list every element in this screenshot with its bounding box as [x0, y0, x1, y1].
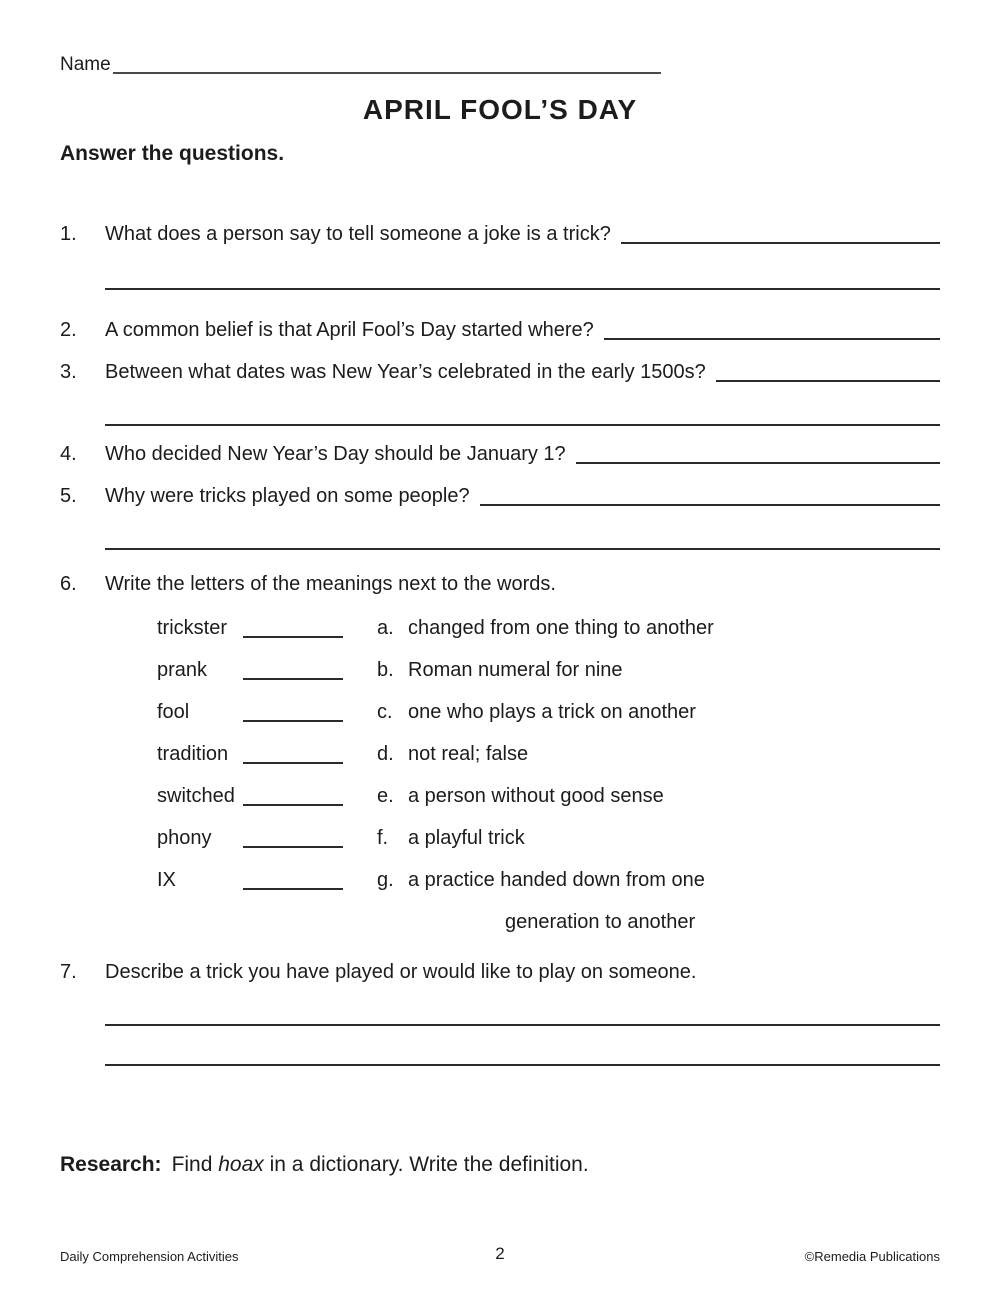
- answer-line[interactable]: [105, 1024, 940, 1026]
- definition-letter: c.: [377, 701, 393, 723]
- match-word: switched: [157, 785, 235, 807]
- question-row-7: [60, 960, 940, 984]
- match-answer-line[interactable]: [243, 742, 343, 764]
- question-number: 5.: [60, 485, 77, 507]
- page-footer: [60, 1244, 940, 1264]
- research-label: Research:: [60, 1153, 162, 1176]
- question-row-4: [60, 442, 940, 466]
- question-row-2: [60, 318, 940, 342]
- question-number: 4.: [60, 443, 77, 465]
- question-number: 2.: [60, 319, 77, 341]
- question-row-5: [60, 484, 940, 508]
- answer-line[interactable]: [105, 424, 940, 426]
- question-text: What does a person say to tell someone a joke is a trick?: [105, 223, 611, 245]
- match-row: [157, 826, 940, 850]
- match-word: fool: [157, 701, 190, 723]
- page-title: APRIL FOOL’S DAY: [362, 94, 638, 125]
- question-text: Describe a trick you have played or would like to play on someone.: [105, 961, 697, 983]
- answer-line[interactable]: [576, 442, 940, 464]
- definition-letter: g.: [377, 869, 394, 891]
- name-input-line[interactable]: [113, 72, 661, 74]
- question-text: Between what dates was New Year’s celebrated in the early 1500s?: [105, 361, 706, 383]
- answer-line[interactable]: [105, 548, 940, 550]
- match-answer-line[interactable]: [243, 784, 343, 806]
- match-answer-line[interactable]: [243, 700, 343, 722]
- match-word: phony: [157, 827, 212, 849]
- match-row: [157, 658, 940, 682]
- definition-text: Roman numeral for nine: [408, 659, 623, 681]
- answer-line[interactable]: [621, 222, 940, 244]
- match-row: [157, 616, 940, 640]
- match-answer-line[interactable]: [243, 658, 343, 680]
- match-row-continuation: [157, 910, 940, 934]
- definition-text: one who plays a trick on another: [408, 701, 696, 723]
- match-answer-line[interactable]: [243, 616, 343, 638]
- research-section: [60, 1152, 940, 1178]
- question-number: 7.: [60, 961, 77, 983]
- question-number: 1.: [60, 223, 77, 245]
- definition-letter: a.: [377, 617, 394, 639]
- question-row-3: [60, 360, 940, 384]
- match-row: [157, 742, 940, 766]
- match-row: [157, 700, 940, 724]
- definition-letter: f.: [377, 827, 389, 849]
- match-answer-line[interactable]: [243, 826, 343, 848]
- definition-letter: d.: [377, 743, 394, 765]
- answer-line[interactable]: [105, 288, 940, 290]
- question-number: 6.: [60, 573, 77, 595]
- question-text: A common belief is that April Fool’s Day started where?: [105, 319, 594, 341]
- instructions-heading: Answer the questions.: [60, 142, 285, 165]
- definition-text: a person without good sense: [408, 785, 664, 807]
- match-row: [157, 868, 940, 892]
- match-word: prank: [157, 659, 208, 681]
- answer-line[interactable]: [716, 360, 940, 382]
- match-word: IX: [157, 869, 176, 891]
- footer-page-number: 2: [495, 1244, 505, 1263]
- match-answer-line[interactable]: [243, 868, 343, 890]
- question-number: 3.: [60, 361, 77, 383]
- name-label: Name: [60, 54, 111, 75]
- definition-text: changed from one thing to another: [408, 617, 714, 639]
- match-word: trickster: [157, 617, 227, 639]
- matching-section: [60, 616, 940, 934]
- footer-series-title: Daily Comprehension Activities: [60, 1249, 239, 1264]
- question-row-1: [60, 222, 940, 246]
- definition-text: a practice handed down from one: [408, 869, 705, 891]
- definition-letter: e.: [377, 785, 394, 807]
- answer-line[interactable]: [604, 318, 940, 340]
- match-word: tradition: [157, 743, 229, 765]
- question-text: Who decided New Year’s Day should be January 1?: [105, 443, 566, 465]
- research-text-post: in a dictionary. Write the definition.: [263, 1153, 589, 1176]
- definition-text: a playful trick: [408, 827, 525, 849]
- question-row-6: [60, 572, 940, 596]
- definition-text-continuation: generation to another: [505, 911, 696, 933]
- answer-line[interactable]: [105, 1064, 940, 1066]
- question-text: Write the letters of the meanings next to the words.: [105, 573, 556, 595]
- footer-publisher: ©Remedia Publications: [804, 1249, 940, 1264]
- definition-text: not real; false: [408, 743, 529, 765]
- answer-line[interactable]: [480, 484, 940, 506]
- research-text-pre: Find: [171, 1153, 219, 1176]
- match-row: [157, 784, 940, 808]
- question-text: Why were tricks played on some people?: [105, 485, 470, 507]
- research-italic-word: hoax: [218, 1153, 264, 1176]
- name-row: [60, 54, 940, 76]
- definition-letter: b.: [377, 659, 394, 681]
